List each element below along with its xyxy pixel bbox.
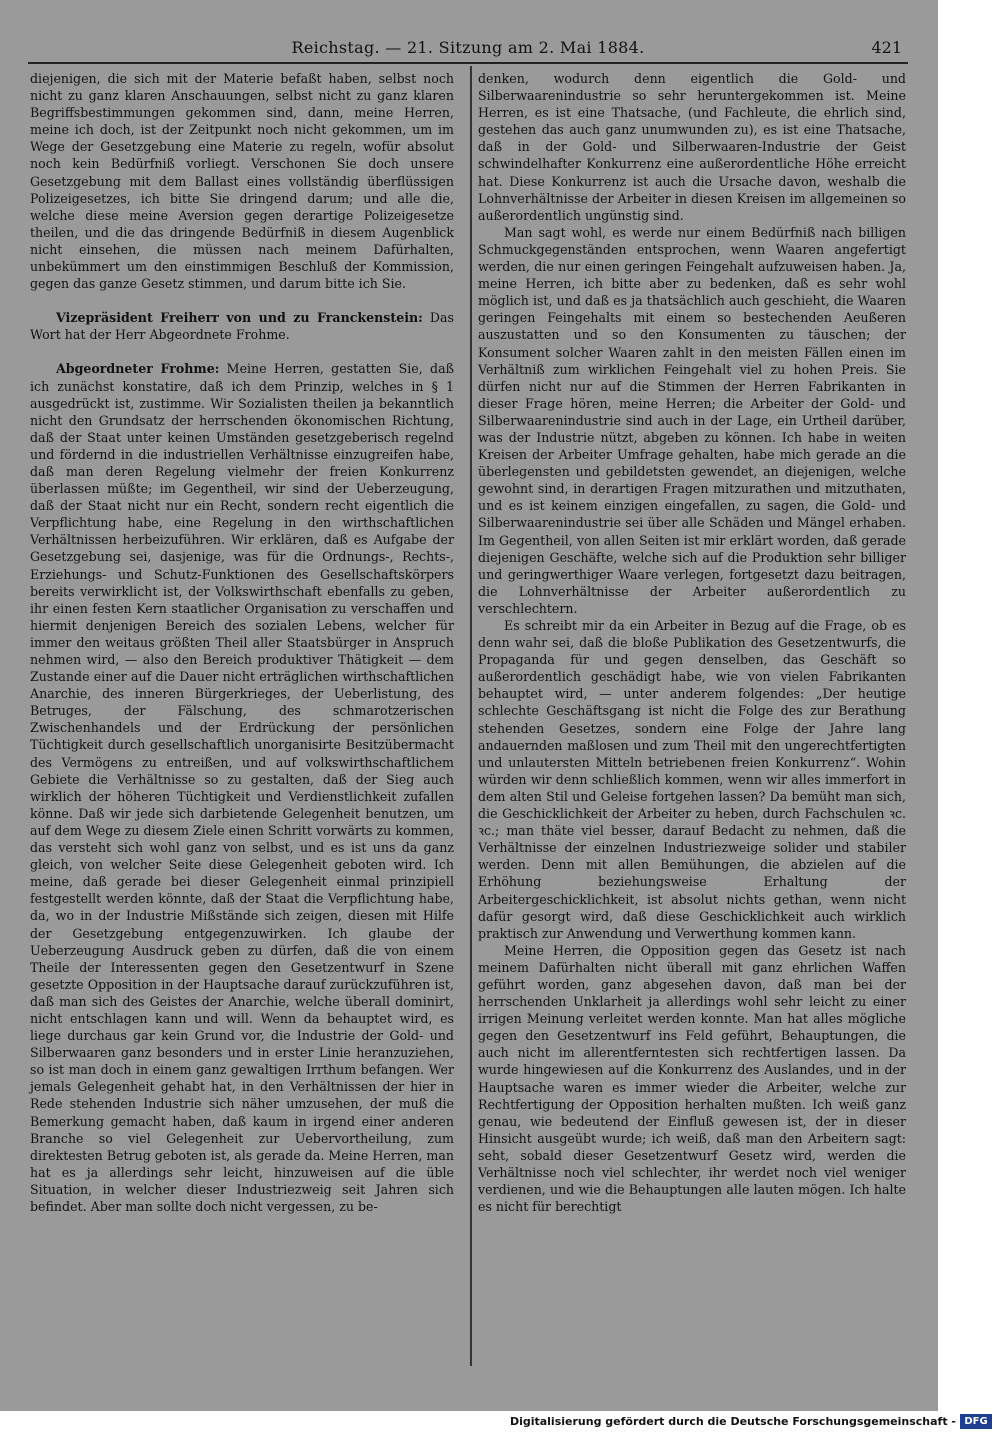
paragraph: Man sagt wohl, es werde nur einem Bedürfniß nach billigen Schmuckgegenständen entsprochen, wenn Waaren angefertigt werden, die nur einen geringen Feingehalt aufzuweisen haben. Ja, meine Herren, ich bitte aber zu bedenken, daß es sehr wohl möglich ist, und daß es ja thatsächlich auch geschieht, die Waaren geringen Feingehalts mit einem so bestechenden Aeußeren auszustatten und so den Konsumenten zu täuschen; der Konsument solcher Waaren zahlt in den meisten Fällen einen im Verhältniß zum wirklichen Feingehalt viel zu hohen Preis. Sie dürfen nicht nur auf die Stimmen der Herren Fabrikanten in dieser Frage hören, meine Herren; die Arbeiter der Gold- und Silberwaarenindustrie sind auch in der Lage, ein Urtheil darüber, was der Industrie nützt, abgeben zu können. Ich habe in weiten Kreisen der Arbeiter Umfrage gehalten, habe mich gerade an die überlegensten und gebildetsten gewendet, an diejenigen, welche gewohnt sind, in derartigen Fragen mitzurathen und mitzuthaten, und es ist keinem einzigen eingefallen, zu sagen, die Gold- und Silberwaarenindustrie sei über alle Schäden und Mängel erhaben. Im Gegentheil, von allen Seiten ist mir erklärt worden, daß gerade diejenigen Geschäfte, welche sich auf die Produktion sehr billiger und geringwerthiger Waare verlegen, fortgesetzt dazu beitragen, die Lohnverhältnisse der Arbeiter außerordentlich zu verschlechtern. (478, 224, 906, 616)
speaker-paragraph (30, 309, 454, 343)
speaker-name: Abgeordneter Frohme: (56, 361, 220, 377)
header-rule (28, 62, 908, 64)
left-column (30, 70, 454, 1215)
paragraph-text: Das Wort hat der Herr Abgeordnete Frohme. (30, 310, 454, 343)
paragraph: Es schreibt mir da ein Arbeiter in Bezug auf die Frage, ob es denn wahr sei, daß die bloße Publikation des Gesetzentwurfs, die Propaganda für und gegen denselben, das Geschäft so außerordentlich geschädigt habe, wie von vielen Fabrikanten behauptet wird, — unter anderem folgendes: „Der heutige schlechte Geschäftsgang ist nicht die Folge des zur Berathung stehenden Gesetzes, sondern eine Folge der Jahre lang andauernden maßlosen und zum Theil mit den ungerechtfertigten und unlautersten Mitteln betriebenen freien Konkurrenz“. Wohin würden wir denn schließlich kommen, wenn wir alles immerfort in dem alten Stil und Geleise fortgehen lassen? Da bemüht man sich, die Geschicklichkeit der Arbeiter zu heben, durch Fachschulen ꝛc. ꝛc.; man thäte viel besser, darauf Bedacht zu nehmen, daß die Verhältnisse der einzelnen Industriezweige solider und stabiler werden. Denn mit allen Bemühungen, die abzielen auf die Erhöhung beziehungsweise Erhaltung der Arbeitergeschicklichkeit, ist absolut nichts gethan, wenn nicht dafür gesorgt wird, daß diese Geschicklichkeit auch wirklich praktisch zur Anwendung und Verwerthung kommen kann. (478, 618, 906, 941)
funding-credit: Digitalisierung gefördert durch die Deutsche Forschungsgemeinschaft - (509, 1415, 956, 1428)
column-divider (470, 66, 472, 1366)
paragraph: diejenigen, die sich mit der Materie befaßt haben, selbst noch nicht zu ganz klaren Anschauungen, selbst nicht zu ganz klaren Begriffsbestimmungen gekommen sind, dann, meine Herren, meine ich doch, ist der Zeitpunkt noch nicht gekommen, um im Wege der Gesetzgebung eine Materie zu regeln, wofür absolut noch kein Bedürfniß vorliegt. Verschonen Sie doch unsere Gesetzgebung mit dem Ballast eines vollständig überflüssigen Polizeigesetzes, ich bitte Sie dringend darum; und alle die, welche diese meine Aversion gegen derartige Polizeigesetze theilen, und die das dringende Bedürfniß in diesem Augenblick nicht einsehen, die müssen nach meinem Dafürhalten, unbekümmert um den einstimmigen Beschluß der Kommission, gegen das ganze Gesetz stimmen, und darum bitte ich Sie. (30, 71, 454, 292)
page-number: 421 (871, 38, 902, 57)
paragraph: denken, wodurch denn eigentlich die Gold- und Silberwaarenindustrie so sehr heruntergekommen ist. Meine Herren, es ist eine Thatsache, (und Fachleute, die ehrlich sind, gestehen das auch ganz unumwunden zu), es ist eine Thatsache, daß in der Gold- und Silberwaaren-Industrie der Geist schwindelhafter Konkurrenz eine außerordentliche Höhe erreicht hat. Diese Konkurrenz ist auch die Ursache davon, weshalb die Lohnverhältnisse der Arbeiter in diesen Kreisen im allgemeinen so außerordentlich ungünstig sind. (478, 71, 906, 223)
speaker-name: Vizepräsident Freiherr von und zu Franckenstein: (56, 310, 423, 326)
page-header (28, 36, 908, 62)
footer (0, 1412, 1000, 1432)
right-column (478, 70, 906, 1215)
speaker-paragraph (30, 360, 454, 1215)
page-title: Reichstag. — 21. Sitzung am 2. Mai 1884. (291, 38, 645, 57)
dfg-logo: DFG (960, 1414, 992, 1429)
paragraph: Meine Herren, die Opposition gegen das Gesetz ist nach meinem Dafürhalten nicht überall mit ganz ehrlichen Waffen geführt worden, ganz abgesehen davon, daß man bei der herrschenden Unklarheit ja allerdings wohl sehr leicht zu einer irrigen Meinung verleitet werden konnte. Man hat alles mögliche gegen den Gesetzentwurf ins Feld geführt, Behauptungen, die auch nicht im allerentferntesten sich rechtfertigen lassen. Da wurde hingewiesen auf die Konkurrenz des Auslandes, und in der Hauptsache waren es immer wieder die Arbeiter, welche zur Rechtfertigung der Opposition herhalten mußten. Ich weiß ganz genau, wie bedeutend der Einfluß gewesen ist, der in dieser Hinsicht ausgeübt wurde; ich weiß, daß man den Arbeitern sagt: seht, sobald dieser Gesetzentwurf Gesetz wird, werden die Verhältnisse noch viel schlechter, ihr werdet noch viel weniger verdienen, und wie die Behauptungen alle lauten mögen. Ich halte es nicht für berechtigt (478, 942, 906, 1215)
paragraph-text: Meine Herren, gestatten Sie, daß ich zunächst konstatire, daß ich dem Prinzip, welches in § 1 ausgedrückt ist, zustimme. Wir Sozialisten theilen ja bekanntlich nicht den Grundsatz der herrschenden ökonomischen Richtung, daß der Staat unter keinen Umständen gesetzgeberisch regelnd und fördernd in die industriellen Verhältnisse einzugreifen habe, daß man deren Regelung vielmehr der freien Konkurrenz überlassen müßte; im Gegentheil, wir sind der Ueberzeugung, daß der Staat nicht nur ein Recht, sondern recht eigentlich die Verpflichtung habe, eine Regelung in den wirthschaftlichen Verhältnissen herbeizuführen. Wir erklären, daß es Aufgabe der Gesetzgebung sei, dasjenige, was für die Ordnungs-, Rechts-, Erziehungs- und Schutz-Funktionen des Gesellschaftskörpers bereits verwirklicht ist, der Volkswirthschaft ebenfalls zu geben, ihr einen festen Kern staatlicher Organisation zu verschaffen und hiermit denjenigen Bereich des sozialen Lebens, welcher für immer den weitaus größten Theil aller Staatsbürger in Anspruch nehmen wird, — also den Bereich produktiver Thätigkeit — dem Zustande einer auf die Dauer nicht erträglichen wirthschaftlichen Anarchie, des inneren Bürgerkrieges, der Ueberlistung, des Betruges, der Fälschung, des schmarotzerischen Zwischenhandels und der Erdrückung der persönlichen Tüchtigkeit durch gesellschaftlich unorganisirte Besitzübermacht des Vermögens zu entreißen, und auf volkswirthschaftlichem Gebiete die Verhältnisse so zu gestalten, daß der Sieg auch wirklich der höheren Tüchtigkeit und Verdienstlichkeit zufallen könne. Daß wir jede sich darbietende Gelegenheit benutzen, um auf dem Wege zu diesem Ziele einen Schritt vorwärts zu kommen, das versteht sich wohl ganz von selbst, und es ist uns da ganz gleich, von welcher Seite diese Gelegenheit geboten wird. Ich meine, daß gerade bei dieser Gelegenheit einmal prinzipiell festgestellt werden könnte, daß der Staat die Verpflichtung habe, da, wo in der Industrie Mißstände sich zeigen, diesen mit Hilfe der Gesetzgebung entgegenzuwirken. Ich glaube der Ueberzeugung Ausdruck geben zu dürfen, daß die von einem Theile der Interessenten gegen den Gesetzentwurf in Szene gesetzte Opposition in der Hauptsache darauf zurückzuführen ist, daß man sich des Geistes der Anarchie, welche überall dominirt, nicht entschlagen kann und will. Wenn da behauptet wird, es liege durchaus gar kein Grund vor, die Industrie der Gold- und Silberwaaren ganz besonders und in erster Linie heranzuziehen, so ist man doch in einem ganz gewaltigen Irrthum befangen. Wer jemals Gelegenheit gehabt hat, in den Verhältnissen der hier in Rede stehenden Industrie sich näher umzusehen, der muß die Bemerkung gemacht haben, daß kaum in irgend einer anderen Branche so viel Gelegenheit zur Uebervortheilung, zum direktesten Betrug geboten ist, als gerade da. Meine Herren, man hat es ja allerdings sehr leicht, hinzuweisen auf die üble Situation, in welcher dieser Industriezweig seit Jahren sich befindet. Aber man sollte doch nicht vergessen, zu be- (30, 361, 454, 1214)
